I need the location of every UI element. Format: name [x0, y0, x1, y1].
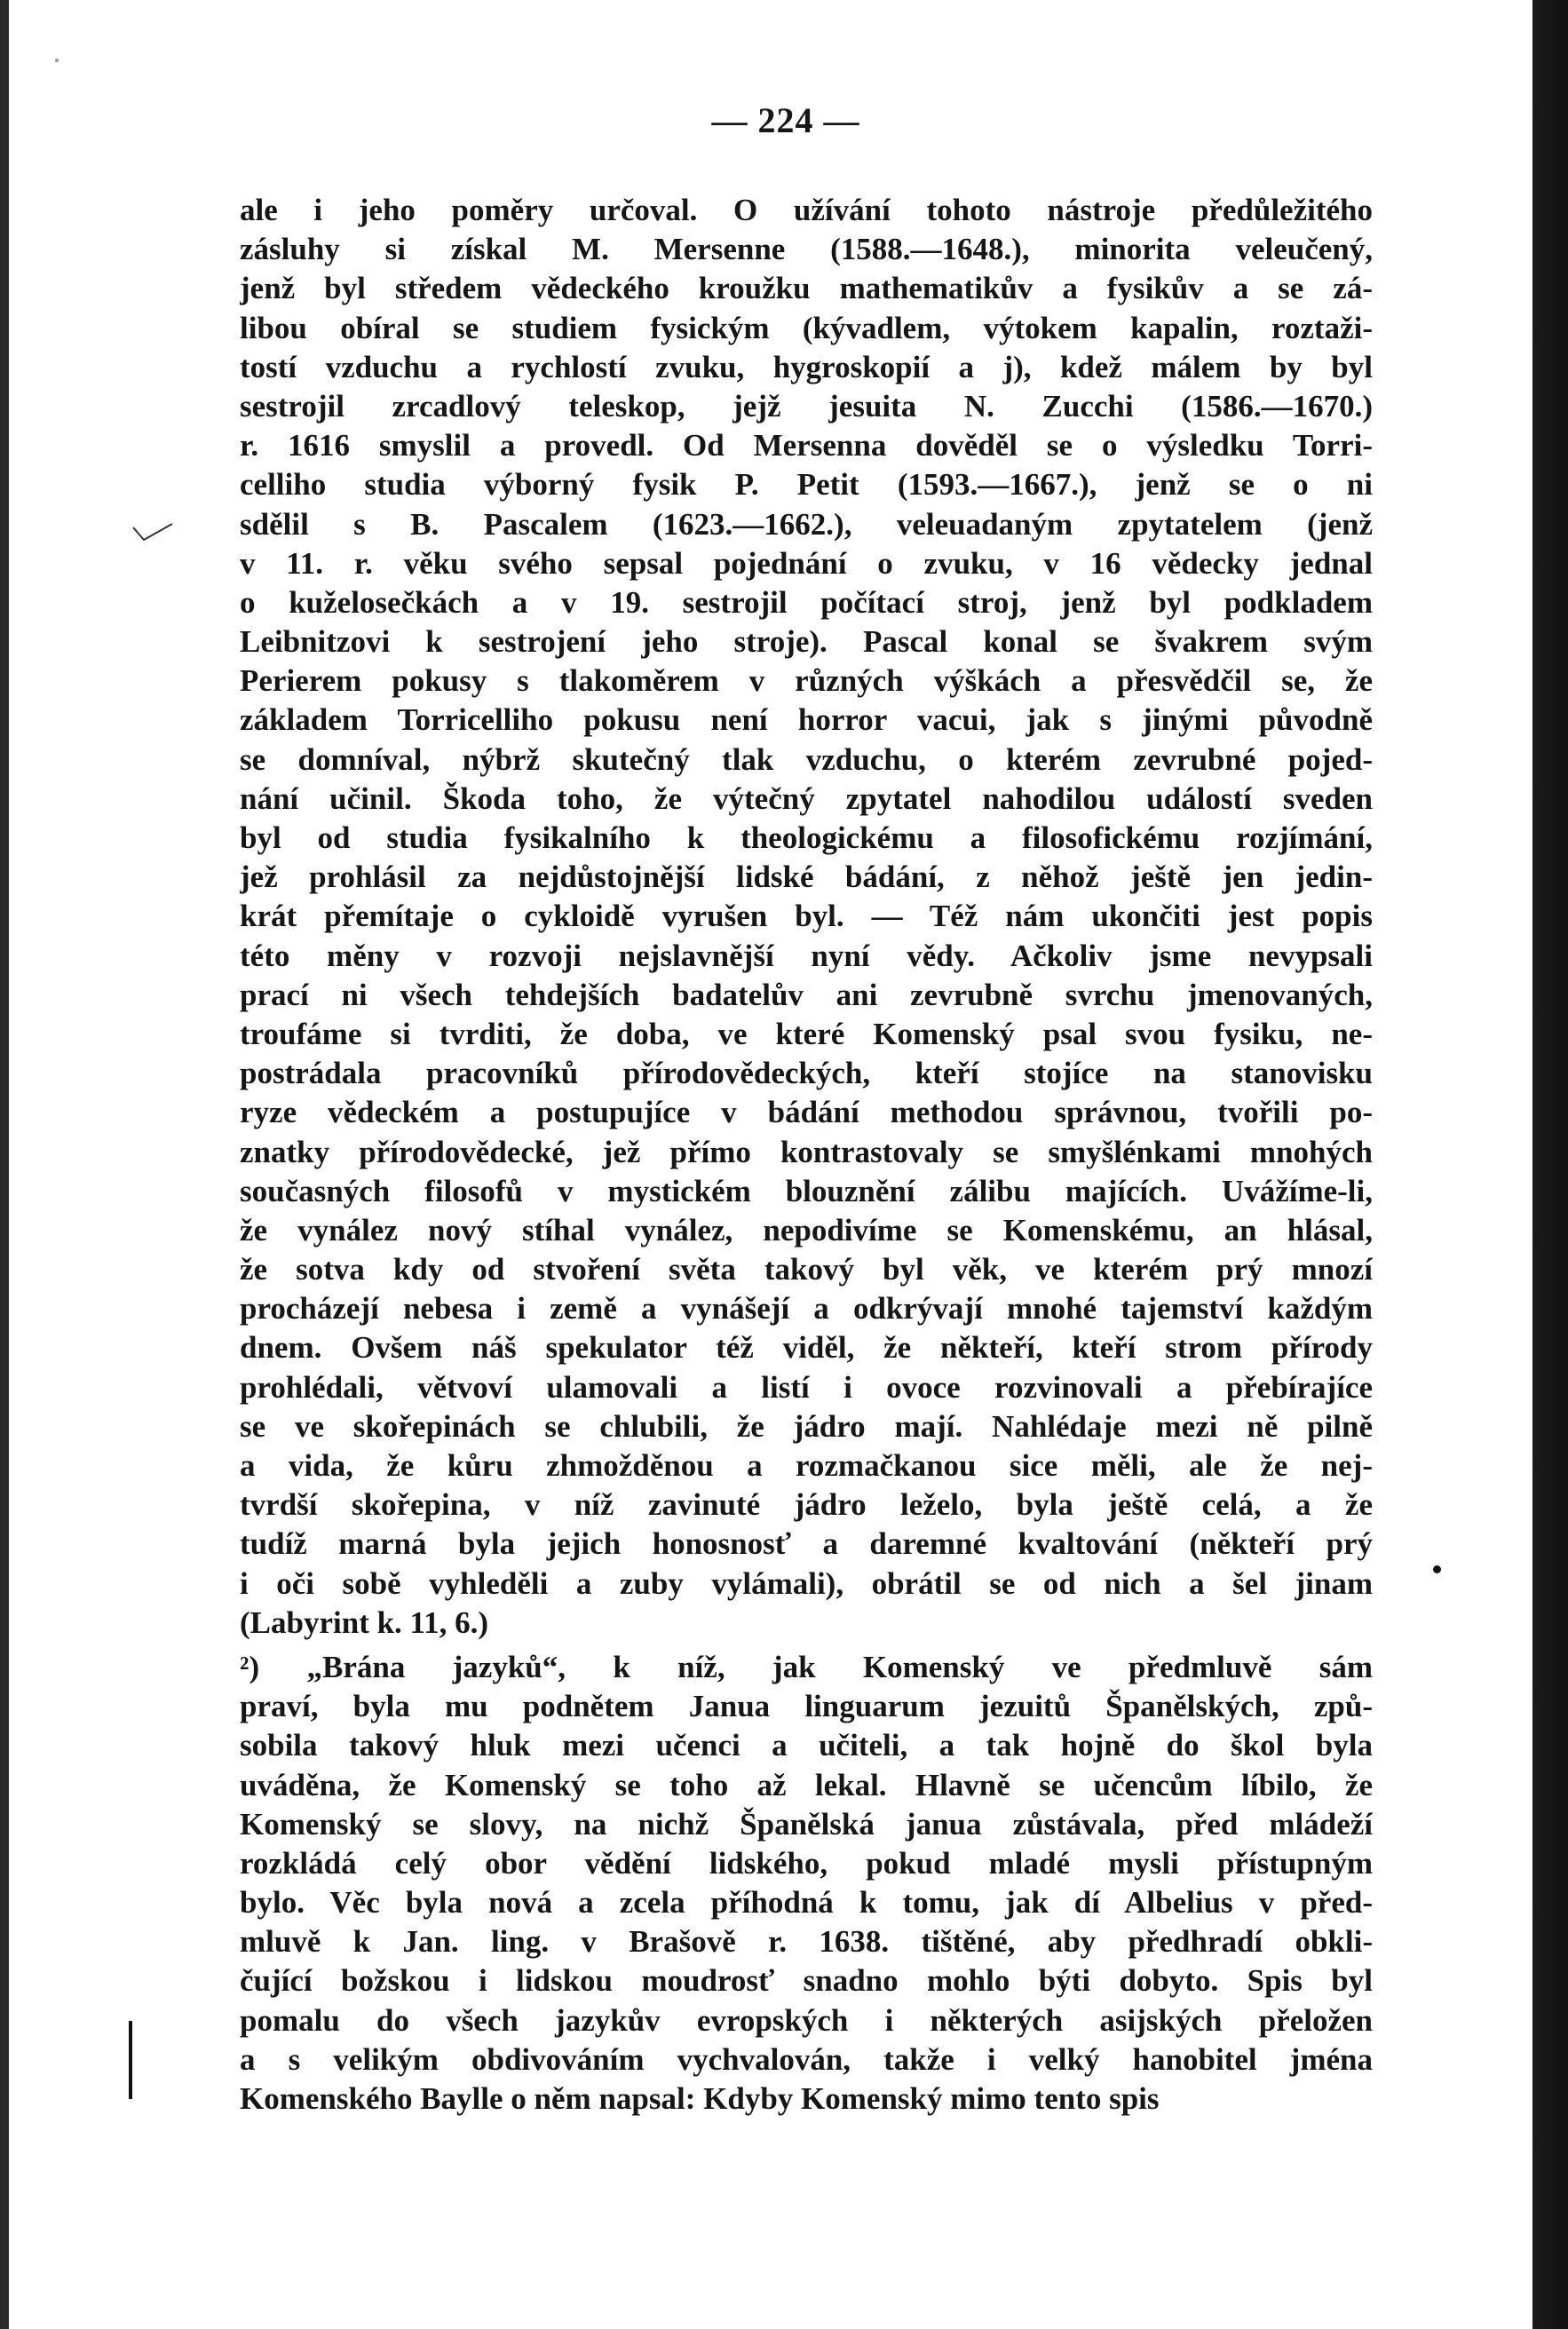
text-line: ryze vědeckém a postupujíce v bádání methodou správnou, tvořili po-	[240, 1095, 1373, 1130]
scan-edge-left	[0, 0, 9, 2329]
text-line: byl od studia fysikalního k theologickému a filosofickému rozjímání,	[240, 820, 1373, 855]
text-line: Komenského Baylle o něm napsal: Kdyby Komenský mimo tento spis	[240, 2081, 1160, 2116]
text-line: že sotva kdy od stvoření světa takový byl věk, ve kterém prý mnozí	[240, 1252, 1373, 1287]
margin-vertical-mark	[129, 2021, 132, 2099]
text-line: čující božskou i lidskou moudrosť snadno mohlo býti dobyto. Spis byl	[240, 1963, 1373, 1999]
margin-dot	[1433, 1565, 1441, 1573]
text-line: nání učinil. Škoda toho, že výtečný zpytatel nahodilou událostí sveden	[240, 780, 1373, 816]
text-line: této měny v rozvoji nejslavnější nyní vědy. Ačkoliv jsme nevypsali	[240, 938, 1373, 973]
text-line: sobila takový hluk mezi učenci a učiteli, a tak hojně do škol byla	[240, 1728, 1373, 1763]
text-line: libou obíral se studiem fysickým (kývadlem, výtokem kapalin, roztaži-	[240, 310, 1373, 345]
text-line: Leibnitzovi k sestrojení jeho stroje). Pascal konal se švakrem svým	[240, 624, 1373, 660]
paragraph-footnote-2	[240, 1648, 1373, 2119]
text-line: prací ni všech tehdejších badatelův ani zevrubně svrchu jmenovaných,	[240, 977, 1373, 1012]
text-line: tudíž marná byla jejich honosnosť a daremné kvaltování (někteří prý	[240, 1526, 1373, 1562]
text-line: v 11. r. věku svého sepsal pojednání o zvuku, v 16 vědecky jednal	[240, 545, 1373, 581]
text-line: Perierem pokusy s tlakoměrem v různých výškách a přesvědčil se, že	[240, 663, 1373, 699]
text-line: troufáme si tvrditi, že doba, ve které Komenský psal svou fysiku, ne-	[240, 1016, 1373, 1051]
body-text	[240, 191, 1373, 2119]
paragraph-main	[240, 191, 1373, 1643]
text-line: rozkládá celý obor vědění lidského, pokud mladé mysli přístupným	[240, 1845, 1373, 1881]
text-line: že vynález nový stíhal vynález, nepodivíme se Komenskému, an hlásal,	[240, 1212, 1373, 1248]
text-line: znatky přírodovědecké, jež přímo kontrastovaly se smyšlénkami mnohých	[240, 1134, 1373, 1169]
page-number: — 224 —	[711, 100, 860, 140]
text-line: a s velikým obdivováním vychvalován, takže i velký hanobitel jména	[240, 2041, 1373, 2077]
text-line: praví, byla mu podnětem Janua linguarum jezuitů Španělských, způ-	[240, 1689, 1373, 1724]
text-line: Komenský se slovy, na nichž Španělská janua zůstávala, před mládeží	[240, 1806, 1373, 1842]
text-line: postrádala pracovníků přírodovědeckých, kteří stojíce na stanovisku	[240, 1056, 1373, 1091]
text-line: bylo. Věc byla nová a zcela příhodná k tomu, jak dí Albelius v před-	[240, 1885, 1373, 1921]
text-line: ale i jeho poměry určoval. O užívání tohoto nástroje předůležitého	[240, 193, 1373, 227]
text-line: zásluhy si získal M. Mersenne (1588.—1648.), minorita veleučený,	[240, 232, 1373, 267]
text-line: krát přemítaje o cykloidě vyrušen byl. — Též nám ukončiti jest popis	[240, 899, 1373, 934]
scan-speck	[55, 59, 59, 62]
text-line: tostí vzduchu a rychlostí zvuku, hygroskopií a j), kdež málem by byl	[240, 349, 1373, 384]
text-line: tvrdší skořepina, v níž zavinuté jádro leželo, byla ještě celá, a že	[240, 1487, 1373, 1523]
text-line: se domníval, nýbrž skutečný tlak vzduchu, o kterém zevrubné pojed-	[240, 741, 1373, 777]
text-line: dnem. Ovšem náš spekulator též viděl, že někteří, kteří strom přírody	[240, 1330, 1373, 1366]
text-line: sdělil s B. Pascalem (1623.—1662.), veleuadaným zpytatelem (jenž	[240, 506, 1373, 542]
text-line: prohlédali, větvoví ulamovali a listí i ovoce rozvinovali a přebírajíce	[240, 1369, 1373, 1405]
text-line: i oči sobě vyhleděli a zuby vylámali), obrátil se od nich a šel jinam	[240, 1565, 1373, 1601]
text-line: uváděna, že Komenský se toho až lekal. Hlavně se učencům líbilo, že	[240, 1767, 1373, 1802]
text-line: r. 1616 smyslil a provedl. Od Mersenna dověděl se o výsledku Torri-	[240, 428, 1373, 463]
text-line: ²) „Brána jazyků“, k níž, jak Komenský ve předmluvě sám	[240, 1649, 1373, 1684]
text-line: (Labyrint k. 11, 6.)	[240, 1604, 489, 1640]
text-line: základem Torricelliho pokusu není horror vacui, jak s jinými původně	[240, 702, 1373, 738]
text-line: současných filosofů v mystickém blouznění zálibu majících. Uvážíme-li,	[240, 1173, 1373, 1208]
text-line: a vida, že kůru zhmožděnou a rozmačkanou sice měli, ale že nej-	[240, 1448, 1373, 1483]
text-line: o kuželosečkách a v 19. sestrojil počítací stroj, jenž byl podkladem	[240, 584, 1373, 620]
scan-edge-right	[1520, 0, 1568, 2329]
text-line: celliho studia výborný fysik P. Petit (1593.—1667.), jenž se o ni	[240, 467, 1373, 503]
text-line: se ve skořepinách se chlubili, že jádro mají. Nahlédaje mezi ně pilně	[240, 1408, 1373, 1444]
margin-check-mark	[131, 522, 174, 545]
text-line: jenž byl středem vědeckého kroužku mathematikův a fysikův a se zá-	[240, 271, 1373, 306]
text-line: pomalu do všech jazykův evropských i některých asijských přeložen	[240, 2002, 1373, 2038]
text-line: sestrojil zrcadlový teleskop, jejž jesuita N. Zucchi (1586.—1670.)	[240, 388, 1373, 424]
text-line: procházejí nebesa i země a vynášejí a odkrývají mnohé tajemství každým	[240, 1291, 1373, 1327]
text-line: mluvě k Jan. ling. v Brašově r. 1638. tištěné, aby předhradí obkli-	[240, 1924, 1373, 1960]
text-line: jež prohlásil za nejdůstojnější lidské bádání, z něhož ještě jen jedin-	[240, 860, 1373, 895]
